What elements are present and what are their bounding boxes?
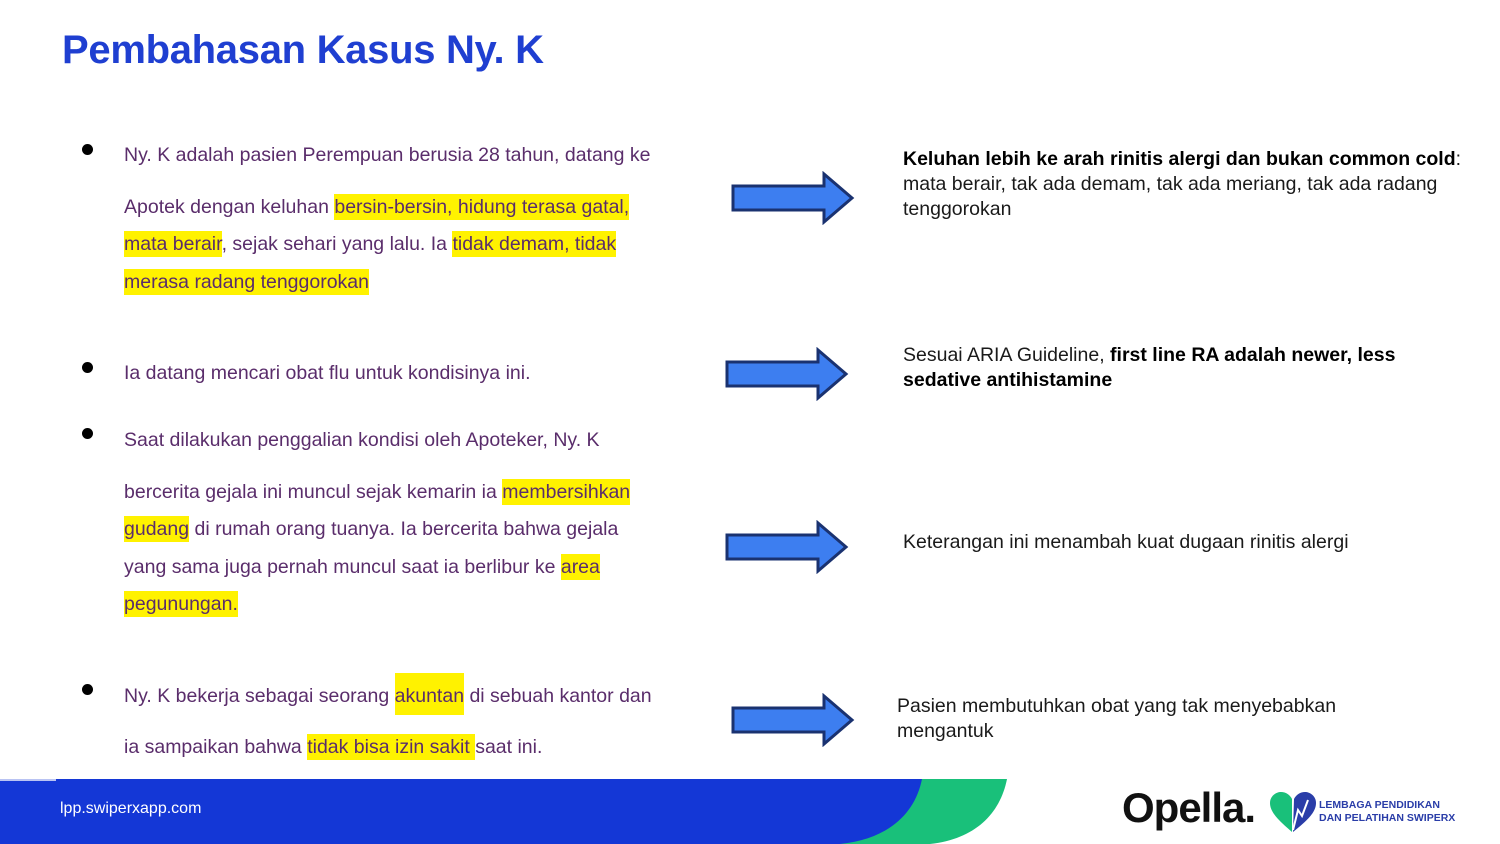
text-span: di rumah orang tuanya. Ia bercerita bahwa gejala [189, 518, 619, 540]
highlighted-text: area [560, 556, 600, 578]
page-title: Pembahasan Kasus Ny. K [62, 28, 544, 72]
note-text: Sesuai ARIA Guideline, [903, 344, 1111, 366]
highlighted-text: mata berair [124, 233, 222, 255]
text-line [124, 194, 629, 220]
text-line [124, 516, 618, 542]
note-2 [903, 343, 1463, 393]
note-text: Pasien membutuhkan obat yang tak menyebabkan mengantuk [897, 695, 1337, 742]
lpp-logo-text [1319, 799, 1455, 825]
text-line [124, 269, 369, 295]
heart-logo-icon [1268, 790, 1318, 834]
highlighted-text: tidak demam, tidak [452, 233, 617, 255]
text-span: bercerita gejala ini muncul sejak kemarin ia [124, 481, 503, 503]
lpp-logo-line: DAN PELATIHAN SWIPERX [1319, 812, 1456, 824]
text-line [124, 734, 542, 760]
bullet-marker [82, 428, 93, 439]
opella-logo: Opella. [1122, 784, 1256, 831]
note-bold-text: first line RA adalah newer, less sedative antihistamine [903, 344, 1396, 391]
highlighted-text: membersihkan [502, 481, 631, 503]
text-span: , sejak sehari yang lalu. Ia [221, 233, 453, 255]
note-1 [903, 147, 1463, 222]
highlighted-text: gudang [124, 518, 190, 540]
highlighted-text: akuntan [395, 673, 464, 715]
text-span: yang sama juga pernah muncul saat ia berlibur ke [124, 556, 561, 578]
bullet-marker [82, 144, 93, 155]
right-arrow-icon [724, 347, 850, 401]
right-arrow-icon [730, 693, 856, 747]
note-4 [897, 694, 1417, 744]
text-span: Ny. K bekerja sebagai seorang [124, 685, 395, 707]
text-line [124, 479, 630, 505]
text-line: Ny. K adalah pasien Perempuan berusia 28 tahun, datang ke [124, 144, 651, 166]
text-span: Apotek dengan keluhan [124, 196, 335, 218]
text-span: saat ini. [475, 736, 543, 758]
text-line: Ia datang mencari obat flu untuk kondisinya ini. [124, 362, 531, 384]
highlighted-text: tidak bisa izin sakit [307, 736, 476, 758]
bullet-marker [82, 362, 93, 373]
text-line [124, 554, 600, 580]
text-line [124, 683, 652, 709]
right-arrow-icon [724, 520, 850, 574]
text-span: di sebuah kantor dan [464, 685, 652, 707]
text-span: ia sampaikan bahwa [124, 736, 308, 758]
text-line: Saat dilakukan penggalian kondisi oleh Apoteker, Ny. K [124, 429, 600, 451]
right-arrow-icon [730, 171, 856, 225]
highlighted-text: merasa radang tenggorokan [124, 271, 369, 293]
note-text: : mata berair, tak ada demam, tak ada meriang, tak ada radang tenggorokan [903, 148, 1462, 220]
highlighted-text: pegunungan. [124, 593, 238, 615]
lpp-logo-line: LEMBAGA PENDIDIKAN [1319, 799, 1440, 811]
text-line [124, 231, 616, 257]
note-text: Keterangan ini menambah kuat dugaan rinitis alergi [903, 531, 1349, 553]
text-line [124, 591, 238, 617]
highlighted-text: bersin-bersin, hidung terasa gatal, [334, 196, 630, 218]
note-3 [903, 530, 1463, 555]
footer-url-link[interactable]: lpp.swiperxapp.com [60, 800, 202, 817]
note-bold-text: Keluhan lebih ke arah rinitis alergi dan bukan common cold [903, 148, 1456, 170]
bullet-marker [82, 684, 93, 695]
